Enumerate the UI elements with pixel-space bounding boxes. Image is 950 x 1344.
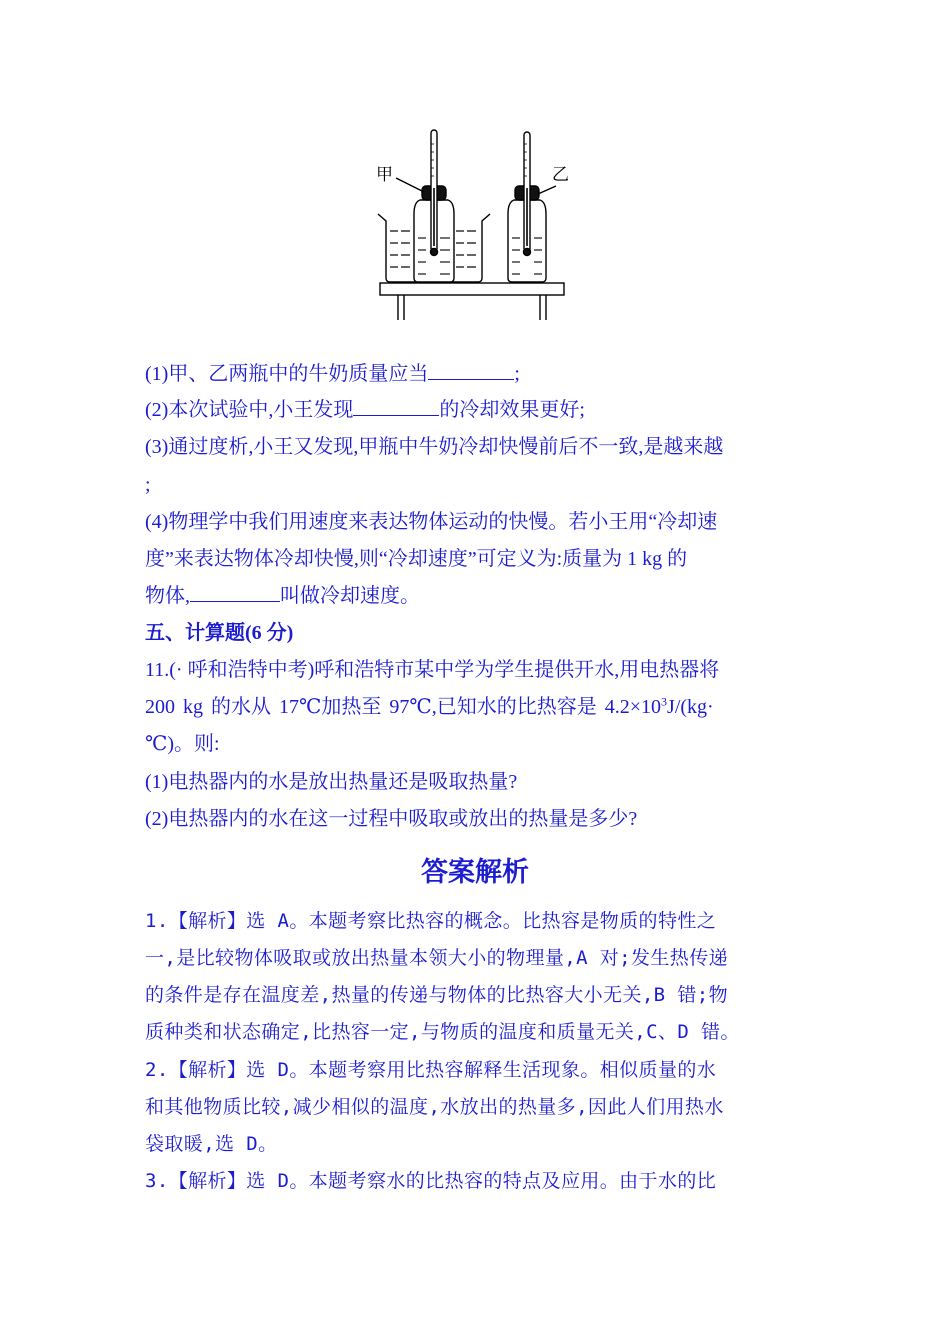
label-yi: 乙 xyxy=(552,165,569,185)
question-3-line-1: (3)通过度析,小王又发现,甲瓶中牛奶冷却快慢前后不一致,是越来越 xyxy=(145,436,724,458)
answer-line: 袋取暖,选 D。 xyxy=(145,1133,278,1155)
answer-line: 1.【解析】选 A。本题考察比热容的概念。比热容是物质的特性之 xyxy=(145,910,717,932)
label-pointer-yi xyxy=(538,186,556,194)
answer-blank-2 xyxy=(353,393,439,416)
experiment-figure xyxy=(370,128,570,323)
question-11-line-2: 200 kg 的水从 17℃加热至 97℃,已知水的比热容是 $4.2\times 10^3J/(kg\cdot$ xyxy=(145,694,714,718)
question-4-line-3: 物体, 叫做冷却速度。 xyxy=(145,578,810,615)
answer-blank-1 xyxy=(428,357,514,380)
question-11-sub-1: (1)电热器内的水是放出热量还是吸取热量? xyxy=(145,771,518,793)
answer-line: 的条件是存在温度差,热量的传递与物体的比热容大小无关,B 错;物 xyxy=(145,984,728,1006)
answer-line: 质种类和状态确定,比热容一定,与物质的温度和质量无关,C、D 错。 xyxy=(145,1021,740,1043)
question-2: (2)本次试验中,小王发现 的冷却效果更好; xyxy=(145,392,810,429)
answers-title: 答案解析 xyxy=(421,857,529,888)
label-jia: 甲 xyxy=(376,165,393,185)
label-pointer-jia xyxy=(396,178,424,192)
question-11-sub-2: (2)电热器内的水在这一过程中吸取或放出的热量是多少? xyxy=(145,808,638,830)
question-4-line-1: (4)物理学中我们用速度来表达物体运动的快慢。若小王用“冷却速 xyxy=(145,511,718,533)
question-11-line-1: 11.(· 呼和浩特中考)呼和浩特市某中学为学生提供开水,用电热器将 xyxy=(145,659,720,681)
answer-line: 2.【解析】选 D。本题考察用比热容解释生活现象。相似质量的水 xyxy=(145,1059,717,1081)
answer-line: 3.【解析】选 D。本题考察水的比热容的特点及应用。由于水的比 xyxy=(145,1170,717,1192)
section-5-title: 五、计算题(6 分) xyxy=(145,622,294,644)
answer-line: 和其他物质比较,减少相似的温度,水放出的热量多,因此人们用热水 xyxy=(145,1096,724,1118)
table-top xyxy=(380,283,564,295)
question-3-line-2: ; xyxy=(145,474,151,496)
question-11-line-3: ℃)。则: xyxy=(145,733,220,755)
answer-blank-4 xyxy=(190,579,280,602)
question-2-text: (2)本次试验中,小王发现 xyxy=(145,399,354,421)
answer-line: 一,是比较物体吸取或放出热量本领大小的物理量,A 对;发生热传递 xyxy=(145,947,728,969)
question-4-line-2: 度”来表达物体冷却快慢,则“冷却速度”可定义为:质量为 1 kg 的 xyxy=(145,548,688,570)
question-1: (1)甲、乙两瓶中的牛奶质量应当 ; xyxy=(145,356,810,393)
question-1-text: (1)甲、乙两瓶中的牛奶质量应当 xyxy=(145,363,429,385)
